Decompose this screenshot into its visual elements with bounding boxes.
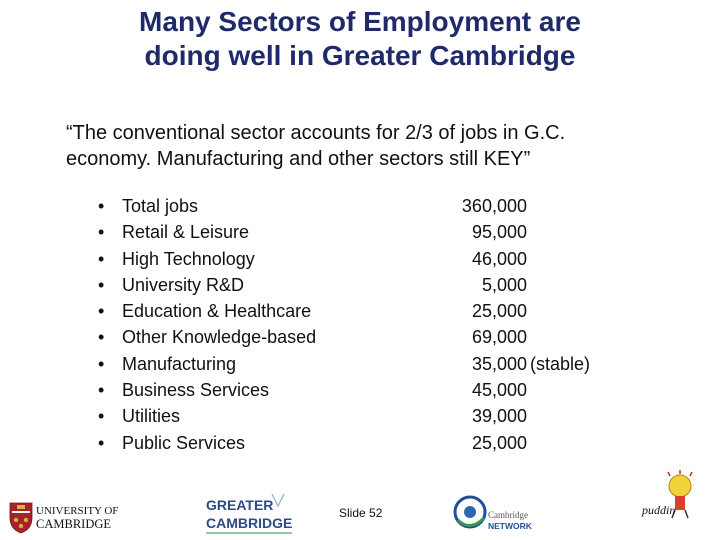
sector-label: Retail & Leisure bbox=[122, 222, 250, 243]
sector-value: 46,000 bbox=[471, 248, 527, 269]
list-item bbox=[98, 219, 658, 245]
sector-value: 25,000 bbox=[471, 432, 527, 453]
bullet: • bbox=[98, 406, 105, 427]
sector-value: 39,000 bbox=[471, 406, 527, 427]
sector-label: High Technology bbox=[122, 248, 255, 269]
list-item bbox=[98, 298, 658, 324]
logo-network-line1: Cambridge bbox=[488, 510, 528, 520]
employment-list bbox=[98, 193, 658, 456]
list-item bbox=[98, 403, 658, 429]
sector-label: University R&D bbox=[122, 274, 245, 295]
bullet: • bbox=[98, 380, 105, 401]
pudding-logo bbox=[640, 470, 714, 530]
sector-value: 5,000 bbox=[481, 274, 527, 295]
sector-label: Business Services bbox=[122, 380, 270, 401]
logo-underline bbox=[206, 532, 292, 534]
bullet: • bbox=[98, 274, 105, 295]
list-item bbox=[98, 246, 658, 272]
logo-greater-line1: GREATER bbox=[206, 497, 274, 513]
sector-label: Total jobs bbox=[122, 196, 199, 216]
network-swirl-icon bbox=[455, 497, 485, 527]
quote-line-1: “The conventional sector accounts for 2/3 of jobs in G.C. bbox=[66, 122, 566, 144]
list-item bbox=[98, 193, 658, 219]
quote-text bbox=[66, 120, 706, 172]
bullet: • bbox=[98, 327, 105, 348]
logo-university-line2: CAMBRIDGE bbox=[36, 517, 112, 531]
list-item bbox=[98, 377, 658, 403]
sector-value: 69,000 bbox=[471, 327, 527, 348]
bullet: • bbox=[98, 196, 105, 216]
bullet: • bbox=[98, 432, 105, 453]
list-item bbox=[98, 324, 658, 350]
bullet: • bbox=[98, 222, 105, 243]
slide-number: Slide 52 bbox=[339, 506, 383, 520]
sector-value: 35,000 bbox=[471, 353, 527, 374]
cambridge-network-logo bbox=[450, 492, 542, 536]
university-of-cambridge-logo bbox=[8, 500, 136, 534]
sector-value: 95,000 bbox=[471, 222, 527, 243]
logo-university-line1: UNIVERSITY OF bbox=[36, 505, 119, 517]
logo-pudding-text: puddin bbox=[642, 503, 676, 517]
title-line-1: Many Sectors of Employment are bbox=[139, 6, 581, 37]
logo-mark-icon bbox=[272, 494, 284, 506]
sector-note: (stable) bbox=[530, 353, 591, 374]
list-item bbox=[98, 351, 658, 377]
bullet: • bbox=[98, 353, 105, 374]
bullet: • bbox=[98, 301, 105, 322]
logo-greater-line2: CAMBRIDGE bbox=[206, 515, 293, 531]
quote-line-2: economy. Manufacturing and other sectors still KEY” bbox=[66, 148, 531, 170]
sector-label: Other Knowledge-based bbox=[122, 327, 317, 348]
list-item bbox=[98, 272, 658, 298]
title-line-2: doing well in Greater Cambridge bbox=[144, 40, 576, 71]
sector-label: Education & Healthcare bbox=[122, 301, 312, 322]
sector-value: 25,000 bbox=[471, 301, 527, 322]
bullet: • bbox=[98, 248, 105, 269]
list-item bbox=[98, 430, 658, 456]
cambridge-crest-icon bbox=[10, 503, 32, 533]
sector-value: 45,000 bbox=[471, 380, 527, 401]
sector-label: Public Services bbox=[122, 432, 246, 453]
logo-network-line2: NETWORK bbox=[488, 521, 532, 531]
slide-title bbox=[60, 5, 660, 73]
greater-cambridge-logo bbox=[204, 490, 298, 536]
sector-label: Utilities bbox=[122, 406, 181, 427]
sector-value: 360,000 bbox=[461, 196, 527, 216]
sector-label: Manufacturing bbox=[122, 353, 237, 374]
